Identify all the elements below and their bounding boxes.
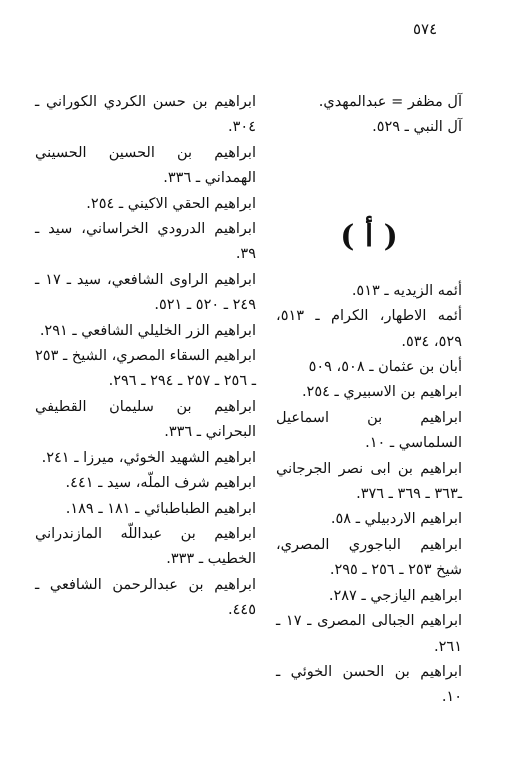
index-column-left xyxy=(35,90,256,624)
index-entry: ابراهيم الزر الخليلي الشافعي ـ ٢٩١. xyxy=(39,322,256,339)
index-entry: ابراهيم الاردبيلي ـ ٥٨. xyxy=(330,511,462,528)
index-entry: ابراهيم بن اسماعيل السلماسي ـ ١٠. xyxy=(276,409,462,452)
page-number: ٥٧٤ xyxy=(413,20,438,38)
index-entry: أئمه الزيديه ـ ٥١٣. xyxy=(351,282,462,299)
index-entry: ابراهيم السقاء المصري، الشيخ ـ ٢٥٣ ـ ٢٥٦ ـ ٢٥٧ ـ ٢٩٤ ـ ٢٩٦. xyxy=(35,348,256,390)
index-entry: ابراهيم بن حسن الكردي الكوراني ـ ٣٠٤. xyxy=(35,94,256,136)
index-entry: ابراهيم الجبالى المصرى ـ ١٧ ـ ٢٦١. xyxy=(276,613,463,655)
index-entry: ابراهيم بن الاسبيري ـ ٢٥٤. xyxy=(301,384,462,401)
index-entry: ابراهيم شرف الملّه، سيد ـ ٤٤١. xyxy=(65,475,256,492)
index-entry: ابراهيم الطباطبائي ـ ١٨١ ـ ١٨٩. xyxy=(65,500,256,517)
index-entry: ابراهيم الراوى الشافعي، سيد ـ ١٧ ـ ٢٤٩ ـ ٥٢٠ ـ ٥٢١. xyxy=(35,271,257,314)
section-letter-header: ( أ ) xyxy=(340,218,398,254)
index-entry: ابراهيم الدرودي الخراساني، سيد ـ ٣٩. xyxy=(35,221,256,263)
index-entry: ابراهيم بن الحسين الحسيني الهمداني ـ ٣٣٦. xyxy=(35,144,256,187)
index-column-right xyxy=(276,90,462,711)
index-entry: أبان بن عثمان ـ ٥٠٨، ٥٠٩ xyxy=(308,359,462,376)
index-entry: ابراهيم بن عبداللّه المازندراني الخطيب ـ ٣٣٣. xyxy=(35,525,256,568)
index-entry: ابراهيم بن ابى نصر الجرجاني ـ٣٦٣ ـ ٣٦٩ ـ ٣٧٦. xyxy=(276,460,462,503)
index-entry: ابراهيم بن سليمان القطيفي البحراني ـ ٣٣٦. xyxy=(35,398,256,441)
index-entry: ابراهيم الباجوري المصري، شيخ ٢٥٣ ـ ٢٥٦ ـ ٢٩٥. xyxy=(276,536,462,579)
index-entry: ابراهيم اليازجي ـ ٢٨٧. xyxy=(328,587,462,604)
index-entry: ابراهيم الحقي الاكيني ـ ٢٥٤. xyxy=(86,195,256,212)
index-entry: أئمه الاطهار، الكرام ـ ٥١٣، ٥٢٩، ٥٣٤. xyxy=(276,308,462,350)
index-entry: ابراهيم بن عبدالرحمن الشافعي ـ ٤٤٥. xyxy=(35,576,256,619)
index-entry: ابراهيم الشهيد الخوئي، ميرزا ـ ٢٤١. xyxy=(41,449,256,466)
index-entry: آل مظفر = عبدالمهدي. xyxy=(318,94,462,110)
index-entry: ابراهيم بن الحسن الخوئي ـ ١٠. xyxy=(276,663,462,706)
index-entry: آل النبي ـ ٥٢٩. xyxy=(372,119,462,136)
